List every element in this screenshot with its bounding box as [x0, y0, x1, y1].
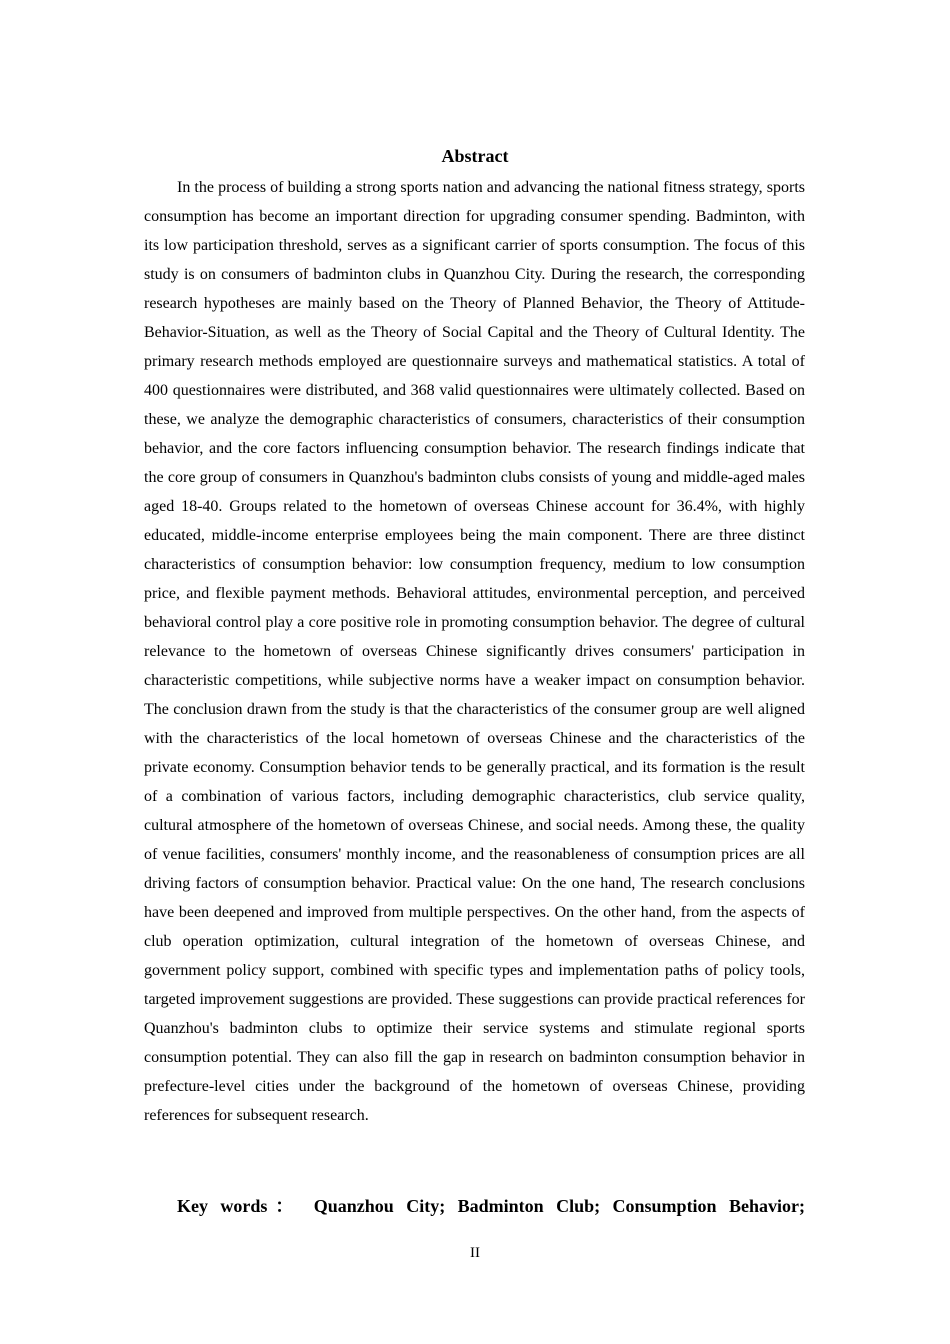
keywords-list: Quanzhou City; Badminton Club; Consumption Behavior; — [313, 1196, 805, 1216]
abstract-title: Abstract — [441, 146, 509, 166]
abstract-paragraph: In the process of building a strong sports nation and advancing the national fitness strategy, sports consumption has become an important direction for upgrading consumer spending. Badminton, with its low participation threshold, serves as a significant carrier of sports consumption. The focus of this study is on consumers of badminton clubs in Quanzhou City. During the research, the corresponding research hypotheses are mainly based on the Theory of Planned Behavior, the Theory of Attitude-Behavior-Situation, as well as the Theory of Social Capital and the Theory of Cultural Identity. The primary research methods employed are questionnaire surveys and mathematical statistics. A total of 400 questionnaires were distributed, and 368 valid questionnaires were ultimately collected. Based on these, we analyze the demographic characteristics of consumers, characteristics of their consumption behavior, and the core factors influencing consumption behavior. The research findings indicate that the core group of consumers in Quanzhou's badminton clubs consists of young and middle-aged males aged 18-40. Groups related to the hometown of overseas Chinese account for 36.4%, with highly educated, middle-income enterprise employees being the main component. There are three distinct characteristics of consumption behavior: low consumption frequency, medium to low consumption price, and flexible payment methods. Behavioral attitudes, environmental perception, and perceived behavioral control play a core positive role in promoting consumption behavior. The degree of cultural relevance to the hometown of overseas Chinese significantly drives consumers' participation in characteristic competitions, while subjective norms have a weaker impact on consumption behavior. The conclusion drawn from the study is that the characteristics of the consumer group are well aligned with the characteristics of the local hometown of overseas Chinese and the characteristics of the private economy. Consumption behavior tends to be generally practical, and its formation is the result of a combination of various factors, including demographic characteristics, club service quality, cultural atmosphere of the hometown of overseas Chinese, and social needs. Among these, the quality of venue facilities, consumers' monthly income, and the reasonableness of consumption prices are all driving factors of consumption behavior. Practical value: On the one hand, The research conclusions have been deepened and improved from multiple perspectives. On the other hand, from the aspects of club operation optimization, cultural integration of the hometown of overseas Chinese, and government policy support, combined with specific types and implementation paths of policy tools, targeted improvement suggestions are provided. These suggestions can provide practical references for Quanzhou's badminton clubs to optimize their service systems and stimulate regional sports consumption potential. They can also fill the gap in research on badminton consumption behavior in prefecture-level cities under the background of the hometown of overseas Chinese, providing references for subsequent research. — [144, 179, 805, 1124]
page-number: II — [470, 1245, 480, 1261]
keywords-label: Key words： — [177, 1196, 302, 1216]
keywords-line — [144, 1191, 805, 1221]
